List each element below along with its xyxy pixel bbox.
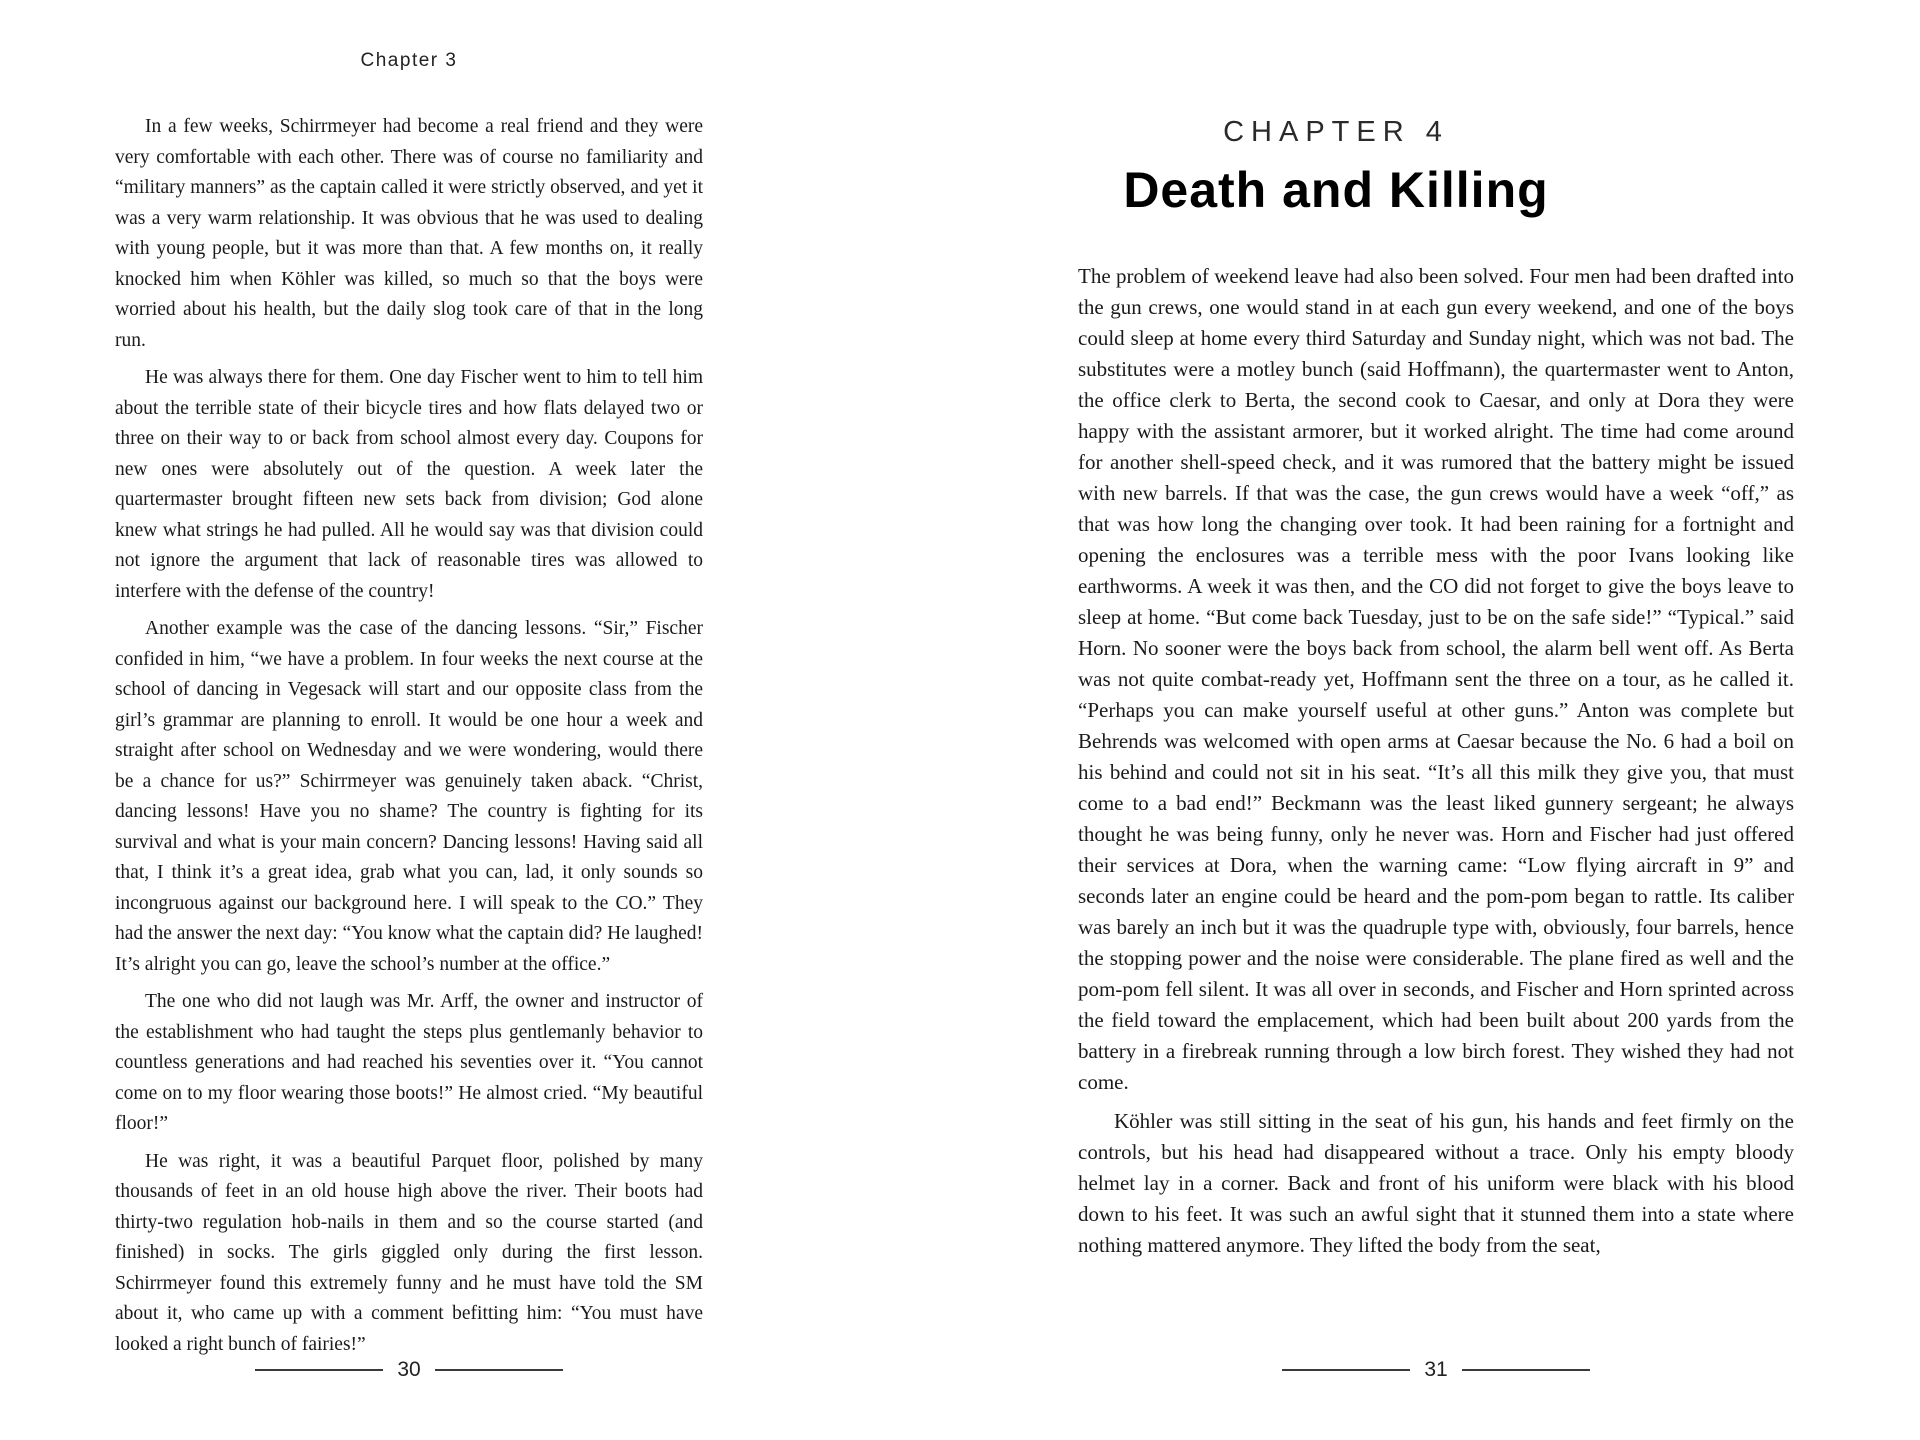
chapter-number-label: CHAPTER 4 <box>1223 116 1449 148</box>
running-head-chapter-3: Chapter 3 <box>360 50 458 71</box>
paragraph: The problem of weekend leave had also been solved. Four men had been drafted into the gun crews, one would stand in at each gun every weekend, and one of the boys could sleep at home every third Saturday and Sunday night, which was not bad. The substitutes were a motley bunch (said Hoffmann), the quartermaster went to Anton, the office clerk to Berta, the second cook to Caesar, and only at Dora they were happy with the assistant armorer, but it worked alright. The time had come around for another shell-speed check, and it was rumored that the battery might be issued with new barrels. If that was the case, the gun crews would have a week “off,” as that was how long the changing over took. It had been raining for a fortnight and opening the enclosures was a terrible mess with the poor Ivans looking like earthworms. A week it was then, and the CO did not forget to give the boys leave to sleep at home. “But come back Tuesday, just to be on the safe side!” “Typical.” said Horn. No sooner were the boys back from school, the alarm bell went off. As Berta was not quite combat-ready yet, Hoffmann sent the three on a tour, as he called it. “Perhaps you can make yourself useful at other guns.” Anton was complete but Behrends was welcomed with open arms at Caesar because the No. 6 had a boil on his behind and could not sit in his seat. “It’s all this milk they give you, that must come to a bad end!” Beckmann was the least liked gunnery sergeant; he always thought he was being funny, only he never was. Horn and Fischer had just offered their services at Dora, when the warning came: “Low flying aircraft in 9” and seconds later an engine could be heard and the pom-pom began to rattle. Its caliber was barely an inch but it was the quadruple type with, obviously, four barrels, hence the stopping power and the noise were considerable. The plane fired as well and the pom-pom fell silent. It was all over in seconds, and Fischer and Horn sprinted across the field toward the emplacement, which had been built about 200 yards from the battery in a firebreak running through a low birch forest. They wished they had not come. <box>1078 264 1794 1094</box>
folio-rule-right <box>1462 1369 1590 1371</box>
folio-rule-right <box>435 1369 563 1371</box>
right-page-body <box>1078 261 1794 1269</box>
paragraph: In a few weeks, Schirrmeyer had become a real friend and they were very comfortable with each other. There was of course no familiarity and “military manners” as the captain called it were strictly observed, and yet it was a very warm relationship. It was obvious that he was used to dealing with young people, but it was more than that. A few months on, it really knocked him when Köhler was killed, so much so that the boys were worried about his health, but the daily slog took care of that in the long run. <box>115 116 703 351</box>
page-footer-right <box>1078 1358 1794 1382</box>
chapter-title: Death and Killing <box>1123 162 1549 218</box>
folio-rule-left <box>1282 1369 1410 1371</box>
page-footer-left <box>115 1358 703 1382</box>
paragraph: He was always there for them. One day Fischer went to him to tell him about the terrible state of their bicycle tires and how flats delayed two or three on their way to or back from school almost every day. Coupons for new ones were absolutely out of the question. A week later the quartermaster brought fifteen new sets back from division; God alone knew what strings he had pulled. All he would say was that division could not ignore the argument that lack of reasonable tires was allowed to interfere with the defense of the country! <box>115 367 703 602</box>
page-right <box>1078 0 1794 1440</box>
paragraph: Köhler was still sitting in the seat of his gun, his hands and feet firmly on the controls, but his head had disappeared without a trace. Only his empty bloody helmet lay in a corner. Back and front of his uniform were black with his blood down to his feet. It was such an awful sight that it stunned them into a state where nothing mattered anymore. They lifted the body from the seat, <box>1078 1109 1794 1257</box>
paragraph: The one who did not laugh was Mr. Arff, the owner and instructor of the establishment who had taught the steps plus gentlemanly behavior to countless generations and had reached his seventies over it. “You cannot come on to my floor wearing those boots!” He almost cried. “My beautiful floor!” <box>115 991 703 1134</box>
folio-rule-left <box>255 1369 383 1371</box>
page-number-left: 30 <box>397 1358 421 1381</box>
left-page-body <box>115 112 703 1367</box>
page-number-right: 31 <box>1424 1358 1448 1381</box>
page-left <box>115 0 703 1440</box>
paragraph: Another example was the case of the dancing lessons. “Sir,” Fischer confided in him, “we have a problem. In four weeks the next course at the school of dancing in Vegesack will start and our opposite class from the girl’s grammar are planning to enroll. It would be one hour a week and straight after school on Wednesday and we were wondering, would there be a chance for us?” Schirrmeyer was genuinely taken aback. “Christ, dancing lessons! Have you no shame? The country is fighting for its survival and what is your main concern? Dancing lessons! Having said all that, I think it’s a great idea, grab what you can, lad, it only sounds so incongruous against our background here. I will speak to the CO.” They had the answer the next day: “You know what the captain did? He laughed! It’s alright you can go, leave the school’s number at the office.” <box>115 618 703 975</box>
paragraph: He was right, it was a beautiful Parquet floor, polished by many thousands of feet in an old house high above the river. Their boots had thirty-two regulation hob-nails in them and so the course started (and finished) in socks. The girls giggled only during the first lesson. Schirrmeyer found this extremely funny and he must have told the SM about it, who came up with a comment befitting him: “You must have looked a right bunch of fairies!” <box>115 1150 703 1355</box>
chapter-heading <box>978 116 1694 219</box>
